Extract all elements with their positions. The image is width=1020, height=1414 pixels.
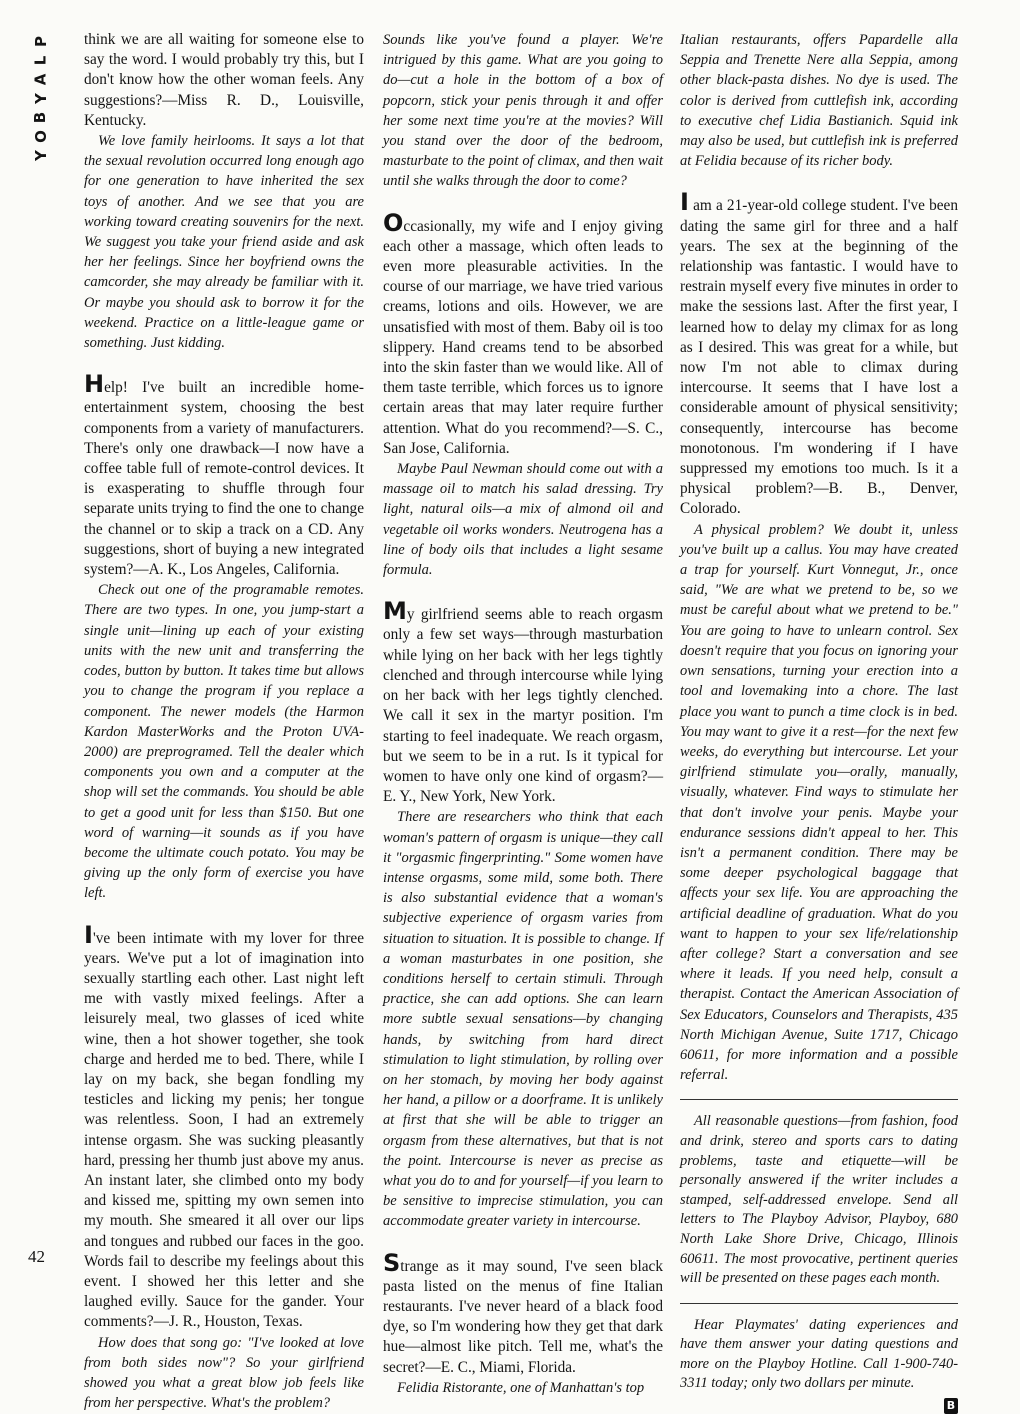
divider	[680, 1099, 958, 1100]
end-mark-icon: B	[944, 1398, 958, 1414]
answer-text: Check out one of the programable remotes. There are two types. In one, you jump-start a single unit—lining up each of your existing units with the new unit and transferring the codes, button by button. It takes time but allows you to change the program if you replace a component. The newer models (the Harmon Kardon MasterWorks and the Proton UVA-2000) are preprogramed. Tell the dealer which components you own and a computer at the shop will set the commands. You should be able to get a good unit for less than $150. But one word of warning—it sounds as if you have become the ultimate couch potato. You may be giving up the only form of exercise you have left.	[84, 582, 364, 902]
hotline-note-text: Hear Playmates' dating experiences and have them answer your dating questions and more on the Playboy Hotline. Call 1-900-740-3311 today; only two dollars per minute.	[680, 1316, 958, 1392]
letter-text: y girlfriend seems able to reach orgasm only a few set ways—through masturbation while lying on her back with her legs tightly clenched and through intercourse while lying on her back with her legs tightly clenched. We call it sex in the martyr position. I'm starting to feel inadequate. We reach orgasm, but we seem to be in a rut. Is it typical for women to have only one kind of orgasm?—E. Y., New York, New York.	[383, 606, 663, 806]
masthead-letter: O	[31, 130, 50, 143]
answer-text: How does that song go: "I've looked at love from both sides now"? So your girlfriend showed you what a great blow job feels like from her perspective. What's the problem?	[84, 1334, 364, 1412]
answer-text: A physical problem? We doubt it, unless you've built up a callus. You may have created a trap for yourself. Kurt Vonnegut, Jr., once said, "We are what we pretend to be, so we must be careful about what we pretend to be." You are going to have to unlearn control. Sex doesn't require that you focus on ignoring your own sensations, turning your erection into a tool and lovemaking into a chore. The last place you want to punch a time clock is in bed. You may want to give it a rest—for the next few weeks, do everything but intercourse. Let your girlfriend stimulate you—orally, manually, visually, whatever. Find ways to stimulate her that don't involve your penis. Maybe your endurance sessions didn't appeal to her. This isn't a permanent condition. There may be some deeper psychological baggage that affects your sex life. You are approaching the artificial deadline of graduation. What do you want to happen to your sex life/relationship after college? Start a conversation and see where it leads. If you need help, consult a therapist. Contact the American Association of Sex Educators, Counselors and Therapists, 435 North Michigan Avenue, Suite 1717, Chicago 60611, for more information and a possible referral.	[680, 521, 958, 1084]
letter-paragraph	[680, 188, 958, 519]
drop-cap: O	[383, 208, 404, 237]
letter-text: trange as it may sound, I've seen black pasta listed on the menus of fine Italian restaurants. I've never heard of a black food dye, so I'm wondering how they get that dark hue—almost like pitch. Tell me, what's the secret?—E. C., Miami, Florida.	[383, 1257, 663, 1376]
letter-paragraph	[84, 920, 364, 1333]
drop-cap: I	[84, 920, 93, 949]
answer-text: Sounds like you've found a player. We're intrigued by this game. What are you going to do—cut a hole in the bottom of a box of popcorn, stick your penis through it and offer her some next time you're at the movies? Will you stand over the door of the bedroom, masturbate to the point of climax, and then wait until she walks through the door to come?	[383, 32, 663, 190]
divider	[680, 1303, 958, 1304]
masthead-letter: A	[31, 73, 50, 86]
letter-paragraph	[383, 1248, 663, 1378]
masthead-letter: L	[31, 55, 50, 66]
hotline-note	[680, 1316, 958, 1394]
letter-text: 've been intimate with my lover for three years. We've put a lot of imagination into sexually startling each other. Last night left me with vastly mixed feelings. After a leisurely meal, two glasses of iced white wine, then a hot shower together, she took charge and herded me to bed. There, while I lay on my back, she began fondling my testicles and licking my penis; her tongue was relentless. Soon, I had an extremely intense orgasm. She was sucking pleasantly hard, pressing her thumb just above my anus. An instant later, she climbed onto my body and kissed me, spitting my own semen into my mouth. She smeared it all over our lips and tongues and rubbed our faces in the goo. Words fail to describe my feelings about this event. I showed her this letter and she laughed evilly. Sauce for the gander. Your comments?—J. R., Houston, Texas.	[84, 929, 364, 1331]
letter-text: ccasionally, my wife and I enjoy giving each other a massage, which often leads to even more pleasurable activities. In the course of our marriage, we have tried various creams, lotions and oils. However, we are unsatisfied with most of them. Baby oil is too slippery. Hand creams tend to be absorbed into the skin faster than we would like. All of them taste terrible, which forces us to ignore certain areas that may later require further attention. What do you recommend?—S. C., San Jose, California.	[383, 217, 663, 457]
masthead-letter: B	[31, 111, 50, 124]
letter-paragraph	[383, 597, 663, 807]
masthead-letter: Y	[31, 150, 50, 161]
answer-text: Felidia Ristorante, one of Manhattan's top	[397, 1379, 645, 1396]
page-number: 42	[28, 1247, 45, 1266]
letter-text: think we are all waiting for someone else to say the word. I would probably try this, but I don't know how the other woman feels. Any suggestions?—Miss R. D., Louisville, Kentucky.	[84, 31, 364, 129]
masthead-letter: Y	[31, 93, 50, 104]
masthead-letter: P	[31, 36, 50, 47]
masthead-vertical	[30, 32, 52, 165]
letter-text: am a 21-year-old college student. I've been dating the same girl for three and a half years. The sex at the beginning of the relationship was fantastic. I would have to restrain myself every five minutes in order to make the sessions last. After the first year, I learned how to delay my climax for as long as I desired. This was great for a while, but now I'm not able to climax during intercourse. It seems that I have lost a considerable amount of physical sensitivity; consequently, intercourse has become monotonous. I'm wondering if I have suppressed my emotions too much. Is it a physical problem?—B. B., Denver, Colorado.	[680, 197, 958, 518]
answer-text: Maybe Paul Newman should come out with a massage oil to match his salad dressing. Try light, natural oils—a mix of almond oil and vegetable oil works wonders. Neutrogena has a line of body oils that includes a light sesame formula.	[383, 461, 663, 579]
answer-text: There are researchers who think that each woman's pattern of orgasm is unique—they call it "orgasmic fingerprinting." Some women have intense orgasms, some mild, some both. There is also substantial evidence that a woman's subjective experience of orgasm varies from situation to situation. It is possible to change. If a woman masturbates in one position, she conditions herself to certain stimuli. Through practice, she can add options. She can learn more subtle sexual sensations—by changing hands, by switching from hard direct stimulation to light stimulation, by rolling over on her stomach, by moving her body against her hand, a pillow or a doorframe. It is unlikely at first that she will be able to trigger an orgasm from these alternatives, but that is not the point. Intercourse is never as precise as what you do to and for yourself—if you learn to be sensitive to imprecise stimulation, you can accommodate greater variety in intercourse.	[383, 809, 663, 1230]
column-3	[680, 30, 958, 1414]
drop-cap: H	[84, 370, 105, 399]
letter-paragraph	[84, 370, 364, 580]
drop-cap: S	[383, 1248, 401, 1277]
answer-text: We love family heirlooms. It says a lot that the sexual revolution occurred long enough ago for one generation to have inherited the sex toys of another. And we see that you are working toward creating souvenirs for the next. We suggest you take your friend aside and ask her her feelings. Since her boyfriend owns the camcorder, she may already be familiar with it. Or maybe you should ask to borrow it for the weekend. Practice on a little-league game or something. Just kidding.	[84, 133, 364, 352]
advisor-note-text: All reasonable questions—from fashion, food and drink, stereo and sports cars to dating problems, taste and etiquette—will be personally answered if the writer includes a stamped, self-addressed envelope. Send all letters to The Playboy Advisor, Playboy, 680 North Lake Shore Drive, Chicago, Illinois 60611. The most provocative, pertinent queries will be presented on these pages each month.	[680, 1113, 958, 1287]
advisor-note	[680, 1112, 958, 1288]
drop-cap: M	[383, 597, 407, 626]
answer-text: Italian restaurants, offers Papardelle alla Seppia and Trenette Nere alla Seppia, among other black-pasta dishes. No dye is used. The color is derived from cuttlefish ink, according to executive chef Lidia Bastianich. Squid ink may also be used, but cuttlefish ink is preferred at Felidia because of its richer body.	[680, 32, 958, 170]
column-2	[383, 30, 663, 1398]
drop-cap: I	[680, 188, 689, 217]
letter-text: elp! I've built an incredible home-entertainment system, choosing the best components from a variety of manufacturers. There's only one drawback—I now have a coffee table full of remote-control devices. It is exasperating to shuffle through four separate units trying to find the one to change the channel or to skip a track on a CD. Any suggestions, short of buying a new integrated system?—A. K., Los Angeles, California.	[84, 379, 364, 579]
letter-paragraph	[383, 208, 663, 459]
column-1	[84, 30, 364, 1413]
